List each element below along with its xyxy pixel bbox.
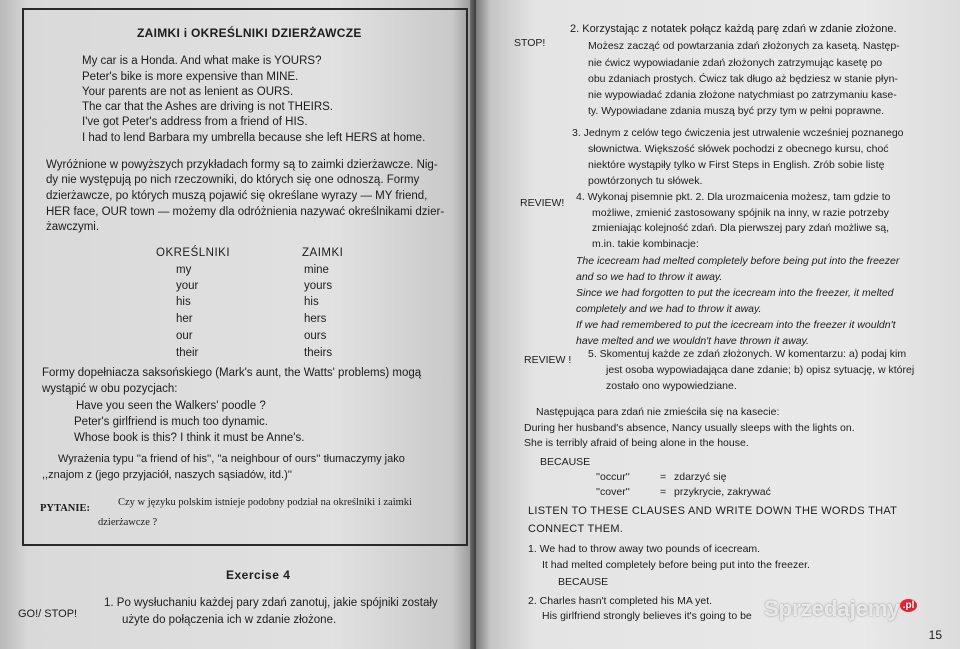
table-cell: hers bbox=[304, 313, 327, 325]
clause-line: 1. We had to throw away two pounds of icecream. bbox=[528, 543, 761, 555]
item5-line: 5. Skomentuj każde ze zdań złożonych. W komentarzu: a) podaj kim bbox=[588, 348, 907, 360]
item1-line: 1. Po wysłuchaniu każdej pary zdań zanotuj, jakie spójniki zostały bbox=[104, 597, 438, 609]
item2-line: Możesz zacząć od powtarzania zdań złożonych za kasetą. Następ- bbox=[588, 40, 900, 52]
watermark-text: Sprzedajemy bbox=[764, 596, 900, 621]
table-cell: your bbox=[176, 280, 199, 292]
note-line: During her husband's absence, Nancy usually sleeps with the lights on. bbox=[524, 422, 855, 434]
item4-line: m.in. takie kombinacje: bbox=[592, 238, 699, 250]
example-line: The car that the Ashes are driving is not THEIRS. bbox=[82, 101, 333, 113]
saxon-example: Whose book is this? I think it must be Anne's. bbox=[74, 432, 305, 444]
phrases-line: Wyrażenia typu ''a friend of his'', ''a neighbour of ours'' tłumaczymy jako bbox=[58, 453, 405, 465]
phrases-line: ,,znajom z (jego przyjaciół, naszych sąsiadów, itd.)'' bbox=[42, 469, 292, 481]
saxon-example: Peter's girlfriend is much too dynamic. bbox=[74, 416, 268, 428]
item1-line: użyte do połączenia ich w zdanie złożone. bbox=[122, 614, 337, 626]
table-cell: mine bbox=[304, 264, 329, 276]
saxon-intro-line: wystąpić w obu pozycjach: bbox=[42, 383, 178, 395]
italic-example: Since we had forgotten to put the icecream into the freezer, it melted bbox=[576, 287, 894, 299]
item4-line: 4. Wykonaj pisemnie pkt. 2. Dla urozmaicenia możesz, tam gdzie to bbox=[576, 191, 891, 203]
listen-line: LISTEN TO THESE CLAUSES AND WRITE DOWN THE WORDS THAT bbox=[528, 505, 898, 517]
clause-line: It had melted completely before being put into the freezer. bbox=[542, 559, 810, 571]
explanation-line: HER face, OUR town — możemy dla odróżnienia nazywać określnikami dzier- bbox=[46, 206, 445, 218]
left-page bbox=[0, 0, 476, 649]
item2-line: 2. Korzystając z notatek połącz każdą parę zdań w zdanie złożone. bbox=[570, 23, 897, 35]
table-cell: their bbox=[176, 347, 199, 359]
page-number: 15 bbox=[928, 628, 942, 642]
item4-line: zmieniając kolejność zdań. Dla pierwszej pary zdań możliwe są, bbox=[592, 222, 890, 234]
item3-line: słownictwa. Większość słówek pochodzi z obecnego kursu, choć bbox=[588, 143, 889, 155]
question-label: PYTANIE: bbox=[40, 503, 90, 514]
italic-example: The icecream had melted completely before being put into the freezer bbox=[576, 255, 900, 267]
italic-example: have melted and we wouldn't have thrown it away. bbox=[576, 335, 809, 347]
review-label: REVIEW! bbox=[520, 197, 565, 209]
table-cell: yours bbox=[304, 280, 333, 292]
watermark-logo bbox=[764, 596, 917, 622]
saxon-example: Have you seen the Walkers' poodle ? bbox=[76, 400, 266, 412]
item2-line: ty. Wypowiadane zdania muszą być przy tym w pełni poprawne. bbox=[588, 105, 885, 117]
table-cell: his bbox=[304, 296, 319, 308]
listen-line: CONNECT THEM. bbox=[528, 523, 624, 535]
go-stop-label: GO!/ STOP! bbox=[18, 608, 78, 620]
example-line: My car is a Honda. And what make is YOURS? bbox=[82, 55, 322, 67]
explanation-line: dy nie występują po nich rzeczowniki, do których się one odnoszą. Formy bbox=[46, 174, 420, 186]
vocab-eq: = bbox=[660, 486, 667, 498]
table-cell: my bbox=[176, 264, 192, 276]
table-header-pronouns: ZAIMKI bbox=[302, 247, 344, 259]
table-cell: ours bbox=[304, 330, 327, 342]
italic-example: If we had remembered to put the icecream into the freezer it wouldn't bbox=[576, 319, 896, 331]
note-line: Następująca para zdań nie zmieściła się na kasecie: bbox=[536, 406, 780, 418]
item3-line: powtórzonych tu słówek. bbox=[588, 175, 703, 187]
review-label: REVIEW ! bbox=[524, 354, 572, 366]
exercise-title: Exercise 4 bbox=[226, 568, 291, 582]
table-cell: her bbox=[176, 313, 193, 325]
item5-line: zostało ono wypowiedziane. bbox=[606, 380, 737, 392]
table-cell: our bbox=[176, 330, 193, 342]
item2-line: obu zdaniach prostych. Ćwicz tak długo aż będziesz w stanie płyn- bbox=[588, 73, 898, 85]
question-line: Czy w języku polskim istnieje podobny podział na określniki i zaimki bbox=[118, 497, 412, 508]
vocab-eq: = bbox=[660, 471, 667, 483]
note-line: She is terribly afraid of being alone in the house. bbox=[524, 437, 749, 449]
item2-line: nie wypowiadać zdania złożone natychmiast po zatrzymaniu kase- bbox=[588, 89, 897, 101]
table-header-determiners: OKREŚLNIKI bbox=[156, 247, 231, 259]
clause-line: 2. Charles hasn't completed his MA yet. bbox=[528, 595, 713, 607]
example-line: I've got Peter's address from a friend of HIS. bbox=[82, 116, 308, 128]
explanation-line: żawczymi. bbox=[46, 221, 100, 233]
italic-example: and so we had to throw it away. bbox=[576, 271, 723, 283]
example-line: I had to lend Barbara my umbrella because she left HERS at home. bbox=[82, 132, 426, 144]
example-line: Your parents are not as lenient as OURS. bbox=[82, 86, 294, 98]
vocab-meaning: zdarzyć się bbox=[674, 471, 727, 483]
example-line: Peter's bike is more expensive than MINE. bbox=[82, 71, 299, 83]
stop-label: STOP! bbox=[514, 37, 546, 49]
explanation-line: Wyróżnione w powyższych przykładach formy są to zaimki dzierżawcze. Nig- bbox=[46, 159, 438, 171]
because-label: BECAUSE bbox=[558, 576, 609, 588]
item2-line: nie ćwicz wypowiadanie zdań złożonych zatrzymując kasetę po bbox=[588, 57, 883, 69]
item3-line: niektóre wystąpiły tylko w First Steps in English. Zrób sobie listę bbox=[588, 159, 885, 171]
explanation-line: dzierżawcze, po których muszą pojawić się określane wyrazy — MY friend, bbox=[46, 190, 428, 202]
saxon-intro-line: Formy dopełniacza saksońskiego (Mark's aunt, the Watts' problems) mogą bbox=[42, 367, 422, 379]
item3-line: 3. Jednym z celów tego ćwiczenia jest utrwalenie wcześniej poznanego bbox=[572, 127, 904, 139]
vocab-meaning: przykrycie, zakrywać bbox=[674, 486, 771, 498]
table-cell: theirs bbox=[304, 347, 333, 359]
watermark-badge: .pl bbox=[900, 599, 918, 612]
because-label: BECAUSE bbox=[540, 456, 591, 468]
question-line: dzierżawcze ? bbox=[98, 517, 158, 528]
vocab-word: ''occur'' bbox=[596, 471, 630, 483]
box-title: ZAIMKI i OKREŚLNIKI DZIERŻAWCZE bbox=[137, 26, 362, 40]
item4-line: możliwe, zmienić zastosowany spójnik na inny, w razie potrzeby bbox=[592, 207, 889, 219]
table-cell: his bbox=[176, 296, 191, 308]
right-page bbox=[476, 0, 960, 649]
vocab-word: ''cover'' bbox=[596, 486, 630, 498]
item5-line: jest osoba wypowiadająca dane zdanie; b) opisz sytuację, w której bbox=[606, 364, 915, 376]
clause-line: His girlfriend strongly believes it's going to be bbox=[542, 610, 752, 622]
italic-example: completely and we had to throw it away. bbox=[576, 303, 762, 315]
